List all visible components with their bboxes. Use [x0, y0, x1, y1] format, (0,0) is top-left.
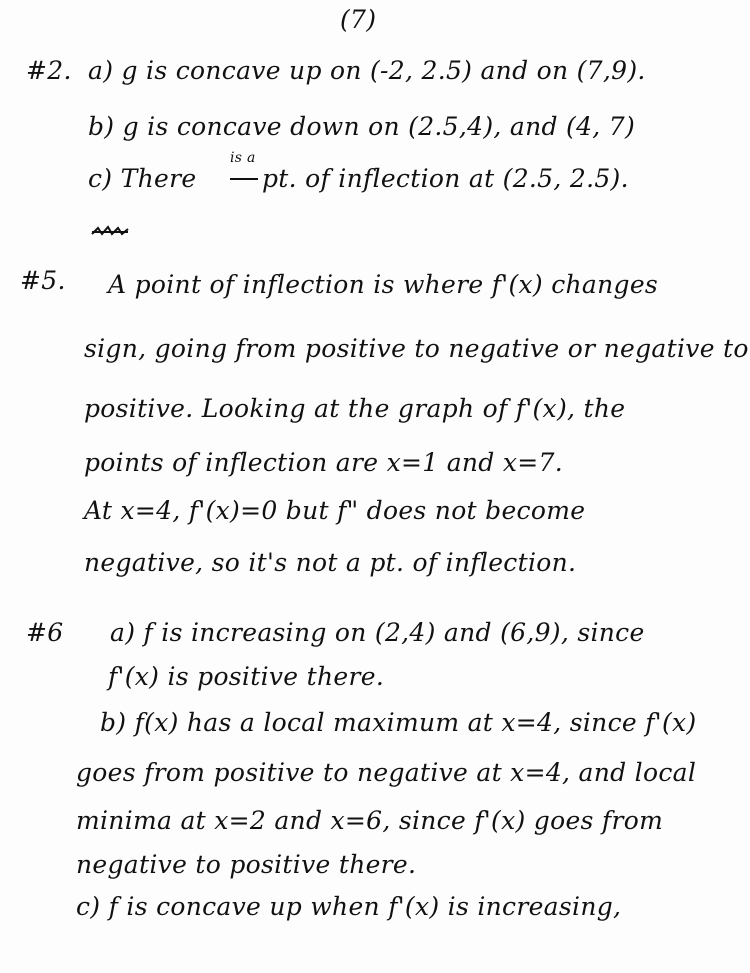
problem-2-label: #2. — [26, 56, 72, 85]
problem-2c-insertion: is a — [230, 150, 256, 166]
problem-5-line: sign, going from positive to negative or negative to — [84, 334, 749, 363]
problem-2c-text: pt. of inflection at (2.5, 2.5). — [262, 164, 629, 193]
problem-2b-text: b) g is concave down on (2.5,4), and (4, 7) — [88, 112, 636, 141]
problem-5-label: #5. — [20, 266, 66, 295]
problem-6-label: #6 — [26, 618, 64, 647]
problem-5-line: positive. Looking at the graph of f'(x), the — [84, 394, 626, 423]
problem-5-line: points of inflection are x=1 and x=7. — [84, 448, 563, 477]
problem-5-line: At x=4, f'(x)=0 but f" does not become — [84, 496, 586, 525]
problem-6-line: goes from positive to negative at x=4, and local — [76, 758, 697, 787]
problem-6-line: f'(x) is positive there. — [108, 662, 385, 691]
problem-5-line: negative, so it's not a pt. of inflection. — [84, 548, 577, 577]
scribbled-out-word — [90, 224, 130, 238]
problem-6-line: minima at x=2 and x=6, since f'(x) goes from — [76, 806, 664, 835]
problem-6-line: negative to positive there. — [76, 850, 417, 879]
problem-2c-strikeout — [230, 178, 258, 180]
problem-6-line: c) f is concave up when f'(x) is increasing, — [76, 892, 622, 921]
problem-2c-prefix: c) There — [88, 164, 197, 193]
page-number: (7) — [340, 5, 377, 34]
problem-5-line: A point of inflection is where f'(x) changes — [108, 270, 659, 299]
problem-6-line: b) f(x) has a local maximum at x=4, since f'(x) — [100, 708, 697, 737]
problem-2a-text: a) g is concave up on (-2, 2.5) and on (7,9). — [88, 56, 646, 85]
problem-6-line: a) f is increasing on (2,4) and (6,9), since — [110, 618, 645, 647]
